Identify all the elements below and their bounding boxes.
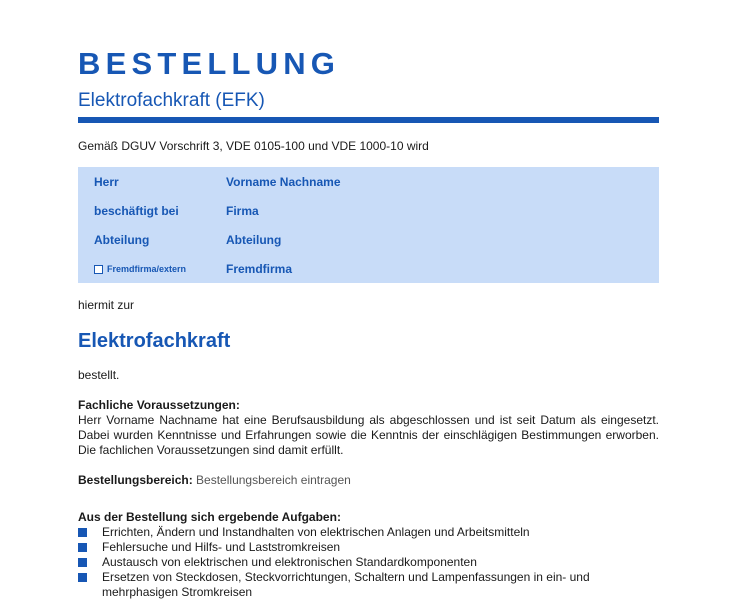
person-label-company: beschäftigt bei [94, 204, 179, 218]
list-item-text: Fehlersuche und Hilfs- und Laststromkreisen [102, 540, 341, 554]
person-row-name [78, 173, 659, 191]
person-row-company [78, 202, 659, 220]
square-bullet-icon [78, 543, 87, 552]
person-value-external: Fremdfirma [226, 262, 293, 276]
bestellt-text: bestellt. [78, 368, 120, 382]
intro-text: Gemäß DGUV Vorschrift 3, VDE 0105-100 und VDE 1000-10 wird [78, 139, 429, 153]
bereich-value: Bestellungsbereich eintragen [196, 473, 351, 487]
title-rule [78, 117, 659, 123]
bereich-separator: : [188, 473, 193, 487]
aufgaben-list [78, 525, 659, 599]
fachliche-heading: Fachliche Voraussetzungen: [78, 398, 240, 412]
list-item [78, 555, 659, 570]
person-label-department: Abteilung [94, 233, 150, 247]
aufgaben-heading: Aus der Bestellung sich ergebende Aufgaben: [78, 510, 341, 524]
person-info-box [78, 167, 659, 283]
role-heading: Elektrofachkraft [78, 330, 231, 352]
bestellungsbereich [78, 473, 351, 488]
list-item [78, 525, 659, 540]
list-item-text: Austausch von elektrischen und elektronischen Standardkomponenten [102, 555, 477, 569]
person-label-name: Herr [94, 175, 119, 189]
person-value-name: Vorname Nachname [226, 175, 341, 189]
person-row-external [78, 260, 659, 278]
list-item-text: Errichten, Ändern und Instandhalten von elektrischen Anlagen und Arbeitsmitteln [102, 525, 530, 539]
bereich-label: Bestellungsbereich [78, 473, 189, 487]
external-label-text: Fremdfirma/extern [107, 264, 187, 274]
empty-checkbox-icon[interactable] [94, 265, 103, 274]
external-checkbox-label[interactable] [94, 260, 186, 278]
square-bullet-icon [78, 558, 87, 567]
hiermit-text: hiermit zur [78, 298, 135, 312]
fachliche-text: Herr Vorname Nachname hat eine Berufsausbildung als abgeschlossen und ist seit Datum als eingesetzt. Dabei wurden Kenntnisse und Erfahrungen sowie die Kenntnis der einschlägigen Bestimmungen erworben. Die fachlichen Voraussetzungen sind damit erfüllt. [78, 413, 659, 457]
list-item [78, 570, 659, 599]
person-value-department: Abteilung [226, 233, 282, 247]
list-item-text: Ersetzen von Steckdosen, Steckvorrichtungen, Schaltern und Lampenfassungen in ein- und mehrphasigen Stromkreisen [102, 570, 590, 599]
document-title: BESTELLUNG [78, 46, 341, 81]
document-subtitle: Elektrofachkraft (EFK) [78, 90, 265, 111]
square-bullet-icon [78, 573, 87, 582]
list-item [78, 540, 659, 555]
person-value-company: Firma [226, 204, 259, 218]
person-row-department [78, 231, 659, 249]
square-bullet-icon [78, 528, 87, 537]
